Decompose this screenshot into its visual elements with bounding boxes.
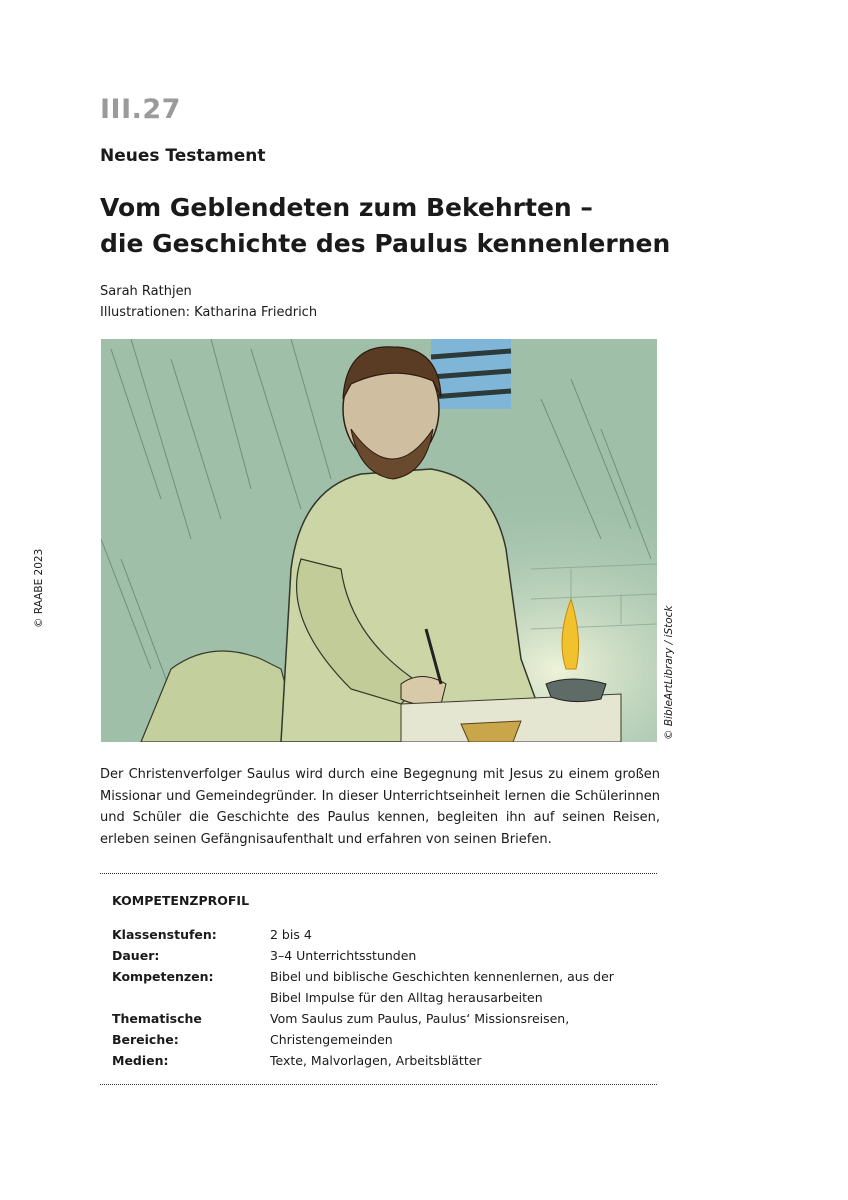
profile-row xyxy=(112,966,652,1008)
divider-bottom xyxy=(100,1084,657,1085)
profile-value: Texte, Malvorlagen, Arbeitsblätter xyxy=(270,1053,482,1068)
side-copyright: © RAABE 2023 xyxy=(33,548,45,628)
window-icon xyxy=(431,339,511,409)
profile-heading: KOMPETENZPROFIL xyxy=(112,893,250,908)
illustration-drawing xyxy=(101,339,657,742)
author-name: Sarah Rathjen xyxy=(100,284,192,299)
profile-row xyxy=(112,945,652,966)
profile-row xyxy=(112,1050,652,1071)
page-title xyxy=(100,190,700,262)
unit-number: III.27 xyxy=(100,94,181,125)
profile-label: Medien: xyxy=(112,1053,169,1068)
paulus-illustration xyxy=(101,339,657,742)
profile-label: Thematische Bereiche: xyxy=(112,1011,202,1047)
profile-value: Bibel und biblische Geschichten kennenlernen, aus der Bibel Impulse für den Alltag herausarbeiten xyxy=(270,969,614,1005)
profile-row xyxy=(112,1008,652,1050)
profile-row xyxy=(112,924,652,945)
competence-profile xyxy=(112,892,652,1071)
title-line-2: die Geschichte des Paulus kennenlernen xyxy=(100,229,671,258)
oil-lamp xyxy=(546,679,606,702)
profile-value: Vom Saulus zum Paulus, Paulus‘ Missionsreisen, Christengemeinden xyxy=(270,1011,570,1047)
image-credit: © BibleArtLibrary / iStock xyxy=(663,605,675,740)
illustrator-name: Illustrationen: Katharina Friedrich xyxy=(100,305,318,320)
profile-value: 2 bis 4 xyxy=(270,927,312,942)
intro-paragraph: Der Christenverfolger Saulus wird durch eine Begegnung mit Jesus zu einem großen Missionar und Gemeindegründer. In dieser Unterrichtseinheit lernen die Schülerinnen und Schüler die Geschichte des Paulus kennen, begleiten ihn auf seinen Reisen, erleben seinen Gefängnisaufenthalt und erfahren von seinen Briefen. xyxy=(100,767,660,847)
profile-value: 3–4 Unterrichtsstunden xyxy=(270,948,417,963)
credits xyxy=(100,281,317,323)
profile-label: Kompetenzen: xyxy=(112,969,214,984)
subject-heading: Neues Testament xyxy=(100,146,266,166)
title-line-1: Vom Geblendeten zum Bekehrten – xyxy=(100,193,593,222)
profile-label: Dauer: xyxy=(112,948,160,963)
profile-label: Klassenstufen: xyxy=(112,927,217,942)
divider-top xyxy=(100,873,657,874)
ink-bowl xyxy=(461,721,521,742)
